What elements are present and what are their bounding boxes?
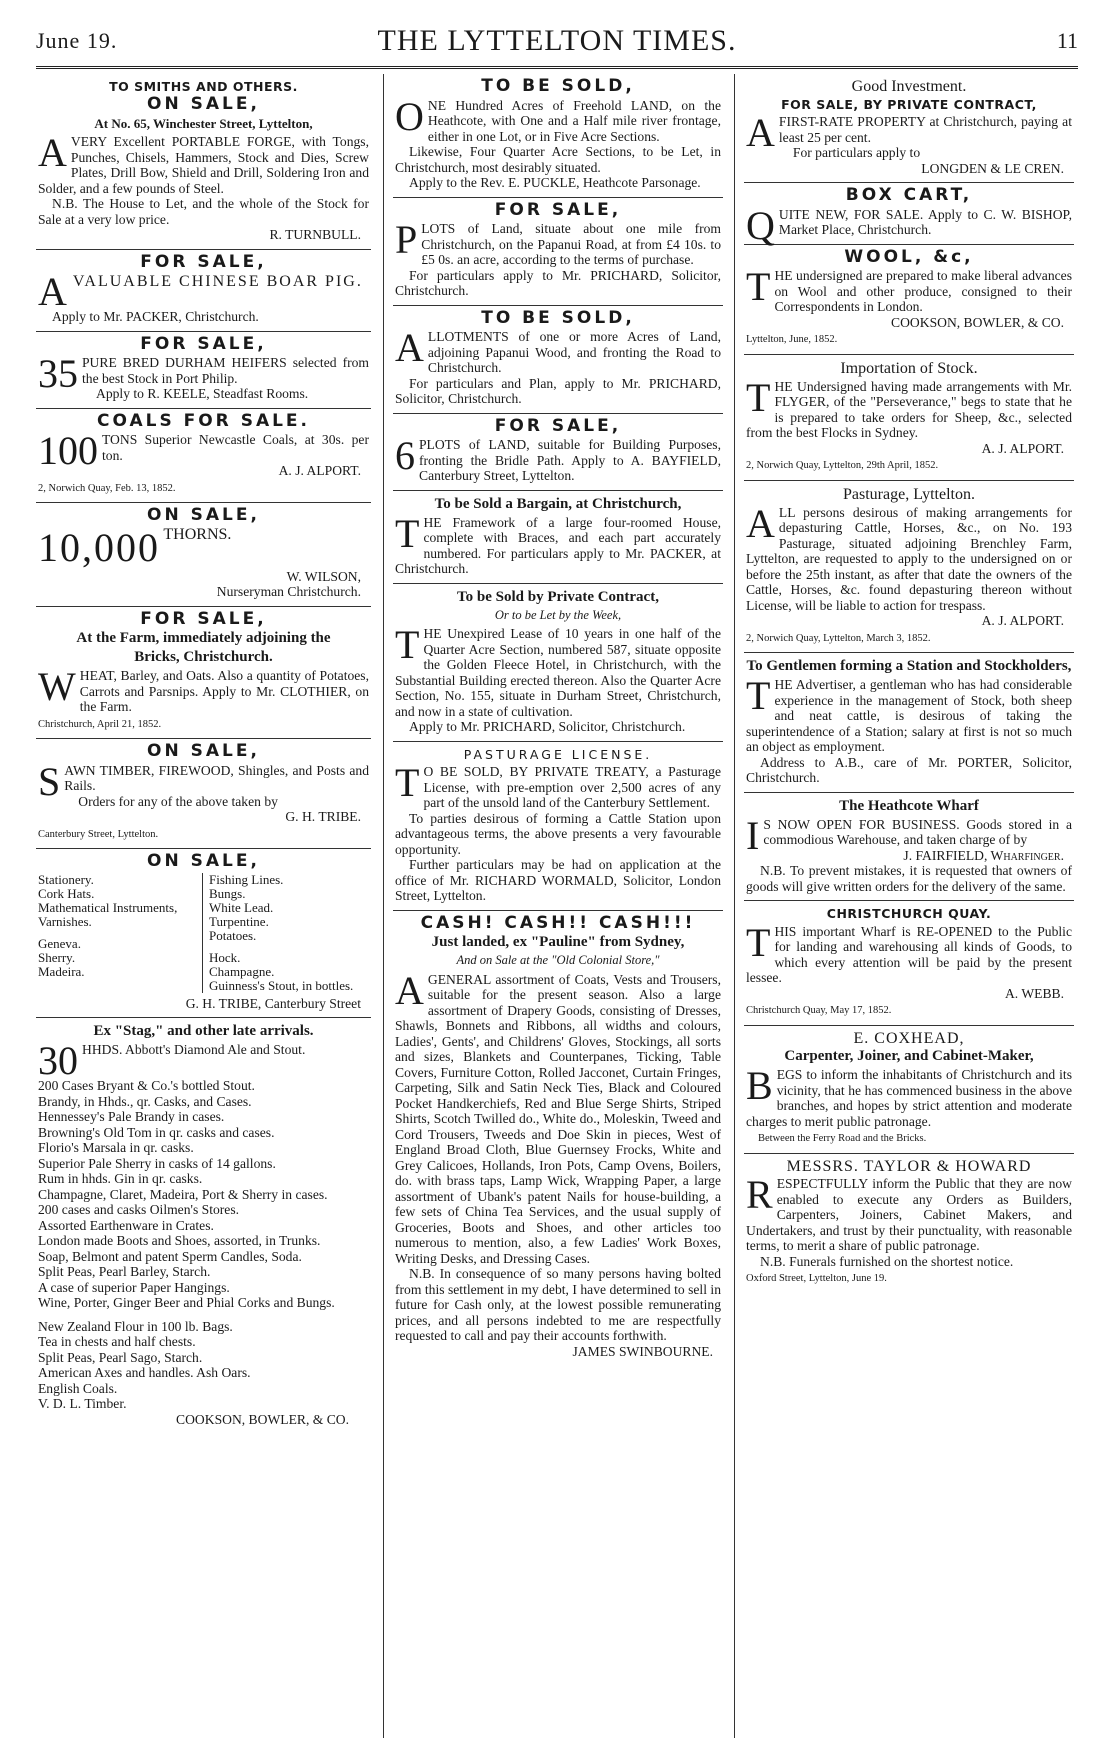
thorns-count: 10,000 bbox=[38, 524, 160, 570]
advert-subheading: FOR SALE, BY PRIVATE CONTRACT, bbox=[781, 96, 1037, 112]
advert-body: HE undersigned are prepared to make liberal advances on Wool and other produce, consigned to their Correspondents in London. bbox=[774, 268, 1072, 314]
advert-heading: TO BE SOLD, bbox=[481, 307, 635, 328]
advert-farm bbox=[36, 607, 371, 740]
advert-signature: COOKSON, BOWLER, & CO. bbox=[891, 314, 1064, 330]
advert-heading: TO SMITHS AND OTHERS. bbox=[109, 79, 298, 94]
advert-plots bbox=[393, 198, 723, 306]
advert-subheading: Carpenter, Joiner, and Cabinet-Maker, bbox=[784, 1048, 1034, 1064]
advert-body: HE Advertiser, a gentleman who has had considerable experience in the management of Stock, both sheep and neat cattle, is desirous of taking the superintendence of a Station; salary at first is not so much an object as employment. bbox=[746, 677, 1072, 754]
drop-cap: B bbox=[746, 1063, 773, 1108]
drop-cap: A bbox=[746, 500, 775, 546]
goods-list-right bbox=[203, 873, 369, 993]
list-item: 200 cases and casks Oilmen's Stores. bbox=[38, 1202, 240, 1217]
list-item: Fishing Lines. bbox=[209, 871, 284, 887]
drop-cap: T bbox=[395, 510, 420, 556]
advert-apply: For particulars apply to Mr. PRICHARD, Solicitor, Christchurch. bbox=[395, 267, 721, 298]
advert-heading: FOR SALE, bbox=[140, 608, 267, 629]
column-divider bbox=[383, 74, 384, 1738]
list-item: Mathematical Instruments, bbox=[38, 899, 178, 915]
advert-date: Canterbury Street, Lyttelton. bbox=[38, 828, 159, 840]
advert-date: Christchurch, April 21, 1852. bbox=[38, 718, 162, 730]
advert-heading: FOR SALE, bbox=[140, 333, 267, 354]
advert-gentlemen bbox=[744, 653, 1074, 793]
list-item: London made Boots and Shoes, assorted, in Trunks. bbox=[38, 1233, 321, 1248]
list-item: American Axes and handles. Ash Oars. bbox=[38, 1365, 251, 1380]
drop-cap: P bbox=[395, 217, 418, 262]
advert-heading: To be Sold by Private Contract, bbox=[457, 588, 659, 605]
advert-framework bbox=[393, 491, 723, 584]
advert-body: HIS important Wharf is RE-OPENED to the Public for landing and warehousing all kinds of Goods, to which every attention will be paid by the present lessee. bbox=[746, 923, 1072, 985]
advert-cash bbox=[393, 911, 723, 1366]
list-item: 200 Cases Bryant & Co.'s bottled Stout. bbox=[38, 1078, 255, 1093]
advert-body: LLOTMENTS of one or more Acres of Land, adjoining Papanui Wood, and fronting the Road to Christchurch. bbox=[427, 329, 721, 375]
advert-heading: PASTURAGE LICENSE. bbox=[463, 746, 653, 762]
advert-christchurch-quay bbox=[744, 901, 1074, 1026]
list-item: Split Peas, Pearl Barley, Starch. bbox=[38, 1264, 211, 1279]
header-rule bbox=[36, 66, 1078, 72]
advert-signature: G. H. TRIBE. bbox=[285, 809, 361, 824]
list-item: Wine, Porter, Ginger Beer and Phial Corks and Bungs. bbox=[38, 1295, 335, 1310]
advert-stag bbox=[36, 1018, 371, 1433]
advert-note: N.B. Funerals furnished on the shortest notice. bbox=[760, 1253, 1014, 1269]
advert-date: Lyttelton, June, 1852. bbox=[746, 334, 838, 345]
drop-cap: I bbox=[746, 812, 760, 858]
advert-date: Oxford Street, Lyttelton, June 19. bbox=[746, 1273, 887, 1284]
advert-body: EGS to inform the inhabitants of Christchurch and its vicinity, that he has commenced business in the above branches, and hopes by strict attention and moderate charges to merit public patronage. bbox=[746, 1067, 1072, 1129]
advert-box-cart bbox=[744, 183, 1074, 248]
advert-taylor-howard bbox=[744, 1154, 1074, 1293]
advert-heading: E. COXHEAD, bbox=[853, 1029, 965, 1047]
drop-cap: W bbox=[38, 664, 76, 709]
list-item: English Coals. bbox=[38, 1380, 118, 1396]
list-item: Florio's Marsala in qr. casks. bbox=[38, 1140, 194, 1155]
advert-heading: ON SALE, bbox=[147, 505, 260, 525]
list-item: Turpentine. bbox=[209, 913, 269, 929]
list-item: Varnishes. bbox=[38, 913, 92, 929]
list-item: Browning's Old Tom in qr. casks and cases. bbox=[38, 1124, 275, 1140]
advert-paragraph: To parties desirous of forming a Cattle Station upon advantageous terms, the above presents a very favourable opportunity. bbox=[395, 810, 721, 857]
advert-smiths bbox=[36, 74, 371, 250]
list-item: Bungs. bbox=[209, 885, 246, 901]
list-item: Champagne, Claret, Madeira, Port & Sherry in cases. bbox=[38, 1186, 328, 1202]
advert-body: AWN TIMBER, FIREWOOD, Shingles, and Posts and Rails. bbox=[64, 762, 369, 793]
advert-body: LOTS of Land, situate about one mile from Christchurch, on the Papanui Road, at from £4 10s. to £5 0s. an acre, according to the terms of purchase. bbox=[421, 221, 721, 267]
advert-signature: A. WEBB. bbox=[1004, 985, 1064, 1001]
drop-cap: A bbox=[38, 269, 69, 314]
column-1 bbox=[36, 74, 371, 1738]
advert-heading: WOOL, &c, bbox=[844, 246, 974, 267]
advert-wool bbox=[744, 245, 1074, 355]
advert-body: O BE SOLD, BY PRIVATE TREATY, a Pasturage License, with pre-emption over 2,500 acres of any part of the unsold land of the Canterbury Settlement. bbox=[423, 764, 721, 810]
advert-heading: CASH! CASH!! CASH!!! bbox=[420, 912, 696, 933]
advert-six-plots bbox=[393, 414, 723, 491]
advert-signature: JAMES SWINBOURNE. bbox=[572, 1343, 713, 1359]
advert-apply: Apply to Mr. PACKER, Christchurch. bbox=[52, 309, 259, 324]
drop-cap: T bbox=[746, 673, 771, 718]
list-item: Sherry. bbox=[38, 949, 76, 965]
list-item: Soap, Belmont and patent Sperm Candles, Soda. bbox=[38, 1248, 302, 1264]
newspaper-title: THE LYTTELTON TIMES. bbox=[377, 24, 737, 57]
drop-cap: 6 bbox=[395, 433, 415, 478]
drop-cap: S bbox=[38, 758, 61, 804]
column-2 bbox=[393, 74, 723, 1738]
advert-signature: COOKSON, BOWLER, & CO. bbox=[176, 1411, 349, 1427]
list-item: Potatoes. bbox=[209, 927, 257, 943]
advert-apply: Apply to R. KEELE, Steadfast Rooms. bbox=[96, 386, 309, 401]
advert-apply: Apply to Mr. PRICHARD, Solicitor, Christchurch. bbox=[409, 719, 686, 734]
advert-body: THORNS. bbox=[163, 525, 232, 543]
advert-note: N.B. In consequence of so many persons having bolted from this settlement in my debt, I have determined to sell in future for Cash only, at the lowest possible remunerating prices, and all persons indebted to me are respectfully requested to call and pay their accounts forthwith. bbox=[395, 1266, 721, 1343]
goods-list-left bbox=[38, 873, 203, 993]
drop-cap: A bbox=[38, 130, 67, 175]
advert-coals bbox=[36, 409, 371, 504]
advert-note: N.B. The House to Let, and the whole of the Stock for Sale at a very low price. bbox=[38, 196, 369, 227]
page-number: 11 bbox=[1056, 28, 1078, 53]
advert-apply: Apply to the Rev. E. PUCKLE, Heathcote Parsonage. bbox=[409, 175, 701, 190]
advert-heading: TO BE SOLD, bbox=[481, 76, 635, 96]
advert-subheading: ON SALE, bbox=[147, 93, 260, 114]
drop-cap: A bbox=[395, 967, 424, 1013]
advert-date: 2, Norwich Quay, Feb. 13, 1852. bbox=[38, 482, 176, 494]
list-item: A case of superior Paper Hangings. bbox=[38, 1279, 230, 1295]
advert-signature: A. J. ALPORT. bbox=[981, 440, 1064, 456]
list-item: Assorted Earthenware in Crates. bbox=[38, 1217, 214, 1233]
list-item: Superior Pale Sherry in casks of 14 gallons. bbox=[38, 1155, 276, 1171]
advert-heading: ON SALE, bbox=[147, 741, 260, 761]
advert-subheading-line2: Bricks, Christchurch. bbox=[134, 649, 273, 665]
column-divider bbox=[734, 74, 735, 1738]
advert-stock bbox=[744, 355, 1074, 481]
advert-heading: BOX CART, bbox=[845, 185, 973, 205]
column-3 bbox=[744, 74, 1074, 1738]
advert-note: N.B. To prevent mistakes, it is requested that owners of goods will give written orders for the delivery of the same. bbox=[746, 863, 1072, 894]
advert-apply: For particulars apply to bbox=[792, 145, 921, 160]
page-header bbox=[36, 24, 1078, 64]
advert-body: TONS Superior Newcastle Coals, at 30s. per ton. bbox=[102, 432, 369, 463]
advert-boar bbox=[36, 250, 371, 332]
advert-thorns bbox=[36, 503, 371, 607]
advert-pasturage-lyttelton bbox=[744, 481, 1074, 654]
advert-coxhead bbox=[744, 1026, 1074, 1154]
advert-subheading: Or to be Let by the Week, bbox=[494, 607, 622, 622]
advert-heading: To be Sold a Bargain, at Christchurch, bbox=[434, 495, 682, 512]
drop-cap: T bbox=[746, 264, 771, 309]
list-item: Champagne. bbox=[209, 963, 275, 979]
drop-cap: T bbox=[395, 760, 420, 805]
list-item: Stationery. bbox=[38, 871, 94, 887]
advert-signature: R. TURNBULL. bbox=[269, 227, 361, 242]
advert-body: HEAT, Barley, and Oats. Also a quantity of Potatoes, Carrots and Parsnips. Apply to Mr. CLOTHIER, on the Farm. bbox=[79, 668, 369, 714]
advert-heading: The Heathcote Wharf bbox=[839, 797, 979, 814]
advert-body: VALUABLE CHINESE BOAR PIG. bbox=[72, 273, 363, 290]
advert-body: HHDS. Abbott's Diamond Ale and Stout. bbox=[82, 1042, 306, 1057]
advert-apply: Address to A.B., care of Mr. PORTER, Solicitor, Christchurch. bbox=[746, 754, 1072, 785]
advert-subheading-italic: And on Sale at the "Old Colonial Store," bbox=[456, 953, 660, 967]
advert-apply: For particulars and Plan, apply to Mr. PRICHARD, Solicitor, Christchurch. bbox=[395, 375, 721, 406]
list-item: Geneva. bbox=[38, 935, 81, 951]
advert-date: 2, Norwich Quay, Lyttelton, 29th April, 1852. bbox=[746, 460, 939, 471]
advert-heading: CHRISTCHURCH QUAY. bbox=[826, 906, 992, 921]
drop-cap: T bbox=[746, 919, 771, 965]
advert-date: 2, Norwich Quay, Lyttelton, March 3, 1852. bbox=[746, 632, 931, 644]
advert-signature: W. WILSON, bbox=[286, 568, 361, 584]
advert-address: At No. 65, Winchester Street, Lyttelton, bbox=[94, 116, 313, 131]
drop-cap: O bbox=[395, 93, 424, 139]
list-item: Hennessey's Pale Brandy in cases. bbox=[38, 1109, 225, 1124]
drop-cap: 100 bbox=[38, 428, 98, 473]
drop-cap: Q bbox=[746, 202, 775, 248]
list-item: Brandy, in Hhds., qr. Casks, and Cases. bbox=[38, 1093, 252, 1109]
advert-body: ESPECTFULLY inform the Public that they are now enabled to execute any Orders as Builders, Carpenters, Joiners, Cabinet Makers, and Undertakers, and trust by their punctuality, with reasonable terms, to merit a share of public patronage. bbox=[746, 1176, 1072, 1253]
advert-body: S NOW OPEN FOR BUSINESS. Goods stored in a commodious Warehouse, and taken charge of by bbox=[763, 816, 1072, 847]
advert-body: LL persons desirous of making arrangements for depasturing Cattle, Horses, &c., on No. 193 Pasturage, situated adjoining Brenchley Farm, Lyttelton, are requested to apply to the undersigned on or before the 25th instant, as after that date the owners of the Cattle, Horses, &c. found depasturing thereon without License, will be liable to action for trespass. bbox=[746, 504, 1072, 613]
advert-timber bbox=[36, 739, 371, 849]
advert-lease bbox=[393, 584, 723, 742]
advert-date: Between the Ferry Road and the Bricks. bbox=[758, 1133, 927, 1144]
drop-cap: A bbox=[746, 110, 775, 155]
advert-body: UITE NEW, FOR SALE. Apply to C. W. BISHOP, Market Place, Christchurch. bbox=[778, 206, 1072, 237]
advert-paragraph: Further particulars may be had on application at the office of Mr. RICHARD WORMALD, Solicitor, London Street, Lyttelton. bbox=[395, 857, 721, 903]
list-item: Hock. bbox=[209, 949, 241, 965]
advert-paragraph: Likewise, Four Quarter Acre Sections, to be Let, in Christchurch, most desirably situated. bbox=[395, 144, 721, 175]
advert-heading: FOR SALE, bbox=[494, 199, 622, 220]
advert-body: GENERAL assortment of Coats, Vests and Trousers, suitable for the present season. Also a large assortment of Drapery Goods, consisting of Dresses, Shawls, Bonnets and Ribbons, all widths and colours, Ladies', Gents', and Childrens' Gloves, Stockings, all sorts and sizes, Blankets and Counterpanes, Ticking, Table Covers, Furniture Cotton, Rolled Jacconet, Curtain Fringes, Carpeting, Silk and Satin Neck Ties, Black and Coloured Pocket Handkerchiefs, Red and Blue Serge Shirts, Striped Shirts, Scotch Twilled do., White do., Moleskin, Tweed and Cord Trousers, Tweeds and Doe Skin in pieces, West of England Broad Cloth, Blue Guernsey Frocks, White and Grey Calicoes, Hollands, Iron Pots, Camp Ovens, Boilers, do. with brass taps, Lamp Wick, Wrapping Paper, a large assortment of Ubank's patent Nails for house-building, a few sets of China Tea Services, and the usual supply of Groceries, Boots and Shoes, and other articles too numerous to mention, also, a few Ladies' Work Boxes, Writing Desks, and Dressing Cases. bbox=[395, 971, 721, 1266]
list-item: Tea in chests and half chests. bbox=[38, 1334, 196, 1349]
drop-cap: 30 bbox=[38, 1038, 78, 1083]
advert-body: FIRST-RATE PROPERTY at Christchurch, paying at least 25 per cent. bbox=[778, 114, 1072, 145]
drop-cap: T bbox=[395, 622, 420, 667]
advert-signature: G. H. TRIBE, Canterbury Street bbox=[185, 995, 361, 1011]
list-item: Rum in hhds. Gin in qr. casks. bbox=[38, 1171, 203, 1186]
list-item: Madeira. bbox=[38, 963, 85, 979]
advert-allotments bbox=[393, 306, 723, 414]
advert-heifers bbox=[36, 332, 371, 409]
advert-subheading: Just landed, ex "Pauline" from Sydney, bbox=[431, 934, 685, 950]
list-item: New Zealand Flour in 100 lb. Bags. bbox=[38, 1318, 233, 1334]
advert-heading: Good Investment. bbox=[851, 78, 967, 95]
advert-body: PURE BRED DURHAM HEIFERS selected from the best Stock in Port Philip. bbox=[82, 355, 369, 386]
advert-land bbox=[393, 74, 723, 198]
list-item: Split Peas, Pearl Sago, Starch. bbox=[38, 1349, 203, 1365]
drop-cap: R bbox=[746, 1172, 773, 1217]
advert-body: PLOTS of LAND, suitable for Building Purposes, fronting the Bridle Path. Apply to A. BAYFIELD, Canterbury Street, Lyttelton. bbox=[419, 437, 721, 483]
advert-heading: COALS FOR SALE. bbox=[97, 410, 310, 431]
advert-body: HE Undersigned having made arrangements with Mr. FLYGER, of the "Perseverance," begs to state that he is prepared to take orders for Sheep, &c., selected from the best Flocks in Sydney. bbox=[746, 378, 1072, 440]
advert-pasturage-license bbox=[393, 742, 723, 911]
advert-signature: A. J. ALPORT. bbox=[278, 463, 361, 478]
advert-body: HE Unexpired Lease of 10 years in one half of the Quarter Acre Section, numbered 587, situate opposite the Golden Fleece Hotel, in Christchurch, with the Substantial Building erected thereon. Also the Quarter Acre Section, No. 155, situate in Durham Street, Christchurch, and now in a state of cultivation. bbox=[395, 626, 721, 719]
advert-heading: Importation of Stock. bbox=[840, 359, 978, 377]
advert-heading: FOR SALE, bbox=[140, 251, 267, 272]
drop-cap: T bbox=[746, 374, 771, 420]
advert-signature: A. J. ALPORT. bbox=[981, 613, 1064, 628]
drop-cap: A bbox=[395, 325, 424, 370]
advert-heading: MESSRS. TAYLOR & HOWARD bbox=[786, 1157, 1032, 1175]
list-item: Cork Hats. bbox=[38, 885, 95, 901]
list-item: V. D. L. Timber. bbox=[38, 1396, 127, 1411]
advert-heathcote-wharf bbox=[744, 793, 1074, 902]
goods-list bbox=[38, 1078, 369, 1412]
advert-heading: ON SALE, bbox=[147, 851, 260, 871]
advert-heading: Ex "Stag," and other late arrivals. bbox=[93, 1023, 314, 1039]
advert-heading: Pasturage, Lyttelton. bbox=[843, 485, 975, 503]
advert-subheading: At the Farm, immediately adjoining the bbox=[76, 630, 331, 646]
list-item: Guinness's Stout, in bottles. bbox=[209, 977, 354, 993]
advert-orders: Orders for any of the above taken by bbox=[78, 793, 278, 809]
advert-heading: FOR SALE, bbox=[494, 415, 622, 436]
advert-date: Christchurch Quay, May 17, 1852. bbox=[746, 1005, 892, 1016]
drop-cap: 35 bbox=[38, 351, 78, 396]
issue-date: June 19. bbox=[36, 28, 118, 53]
advert-body: HE Framework of a large four-roomed House, complete with Braces, and each part accurately numbered. For particulars apply to Mr. PACKER, at Christchurch. bbox=[395, 514, 721, 576]
advert-signature: J. FAIRFIELD, Wharfinger. bbox=[903, 847, 1064, 863]
advert-stationery bbox=[36, 849, 371, 1018]
advert-signature-line2: Nurseryman Christchurch. bbox=[216, 584, 361, 599]
advert-signature: LONGDEN & LE CREN. bbox=[921, 160, 1064, 176]
advert-investment bbox=[744, 74, 1074, 183]
advert-body: NE Hundred Acres of Freehold LAND, on the Heathcote, with One and a Half mile river frontage, either in one Lot, or in Five Acre Sections. bbox=[427, 97, 721, 144]
advert-body: VERY Excellent PORTABLE FORGE, with Tongs, Punches, Chisels, Hammers, Stock and Dies, Screw Plates, Drill Bow, Shield and Drill, Soldering Iron and Solder, and a few pounds of Steel. bbox=[38, 134, 369, 196]
advert-heading: To Gentlemen forming a Station and Stockholders, bbox=[746, 658, 1072, 674]
list-item: White Lead. bbox=[209, 899, 274, 915]
